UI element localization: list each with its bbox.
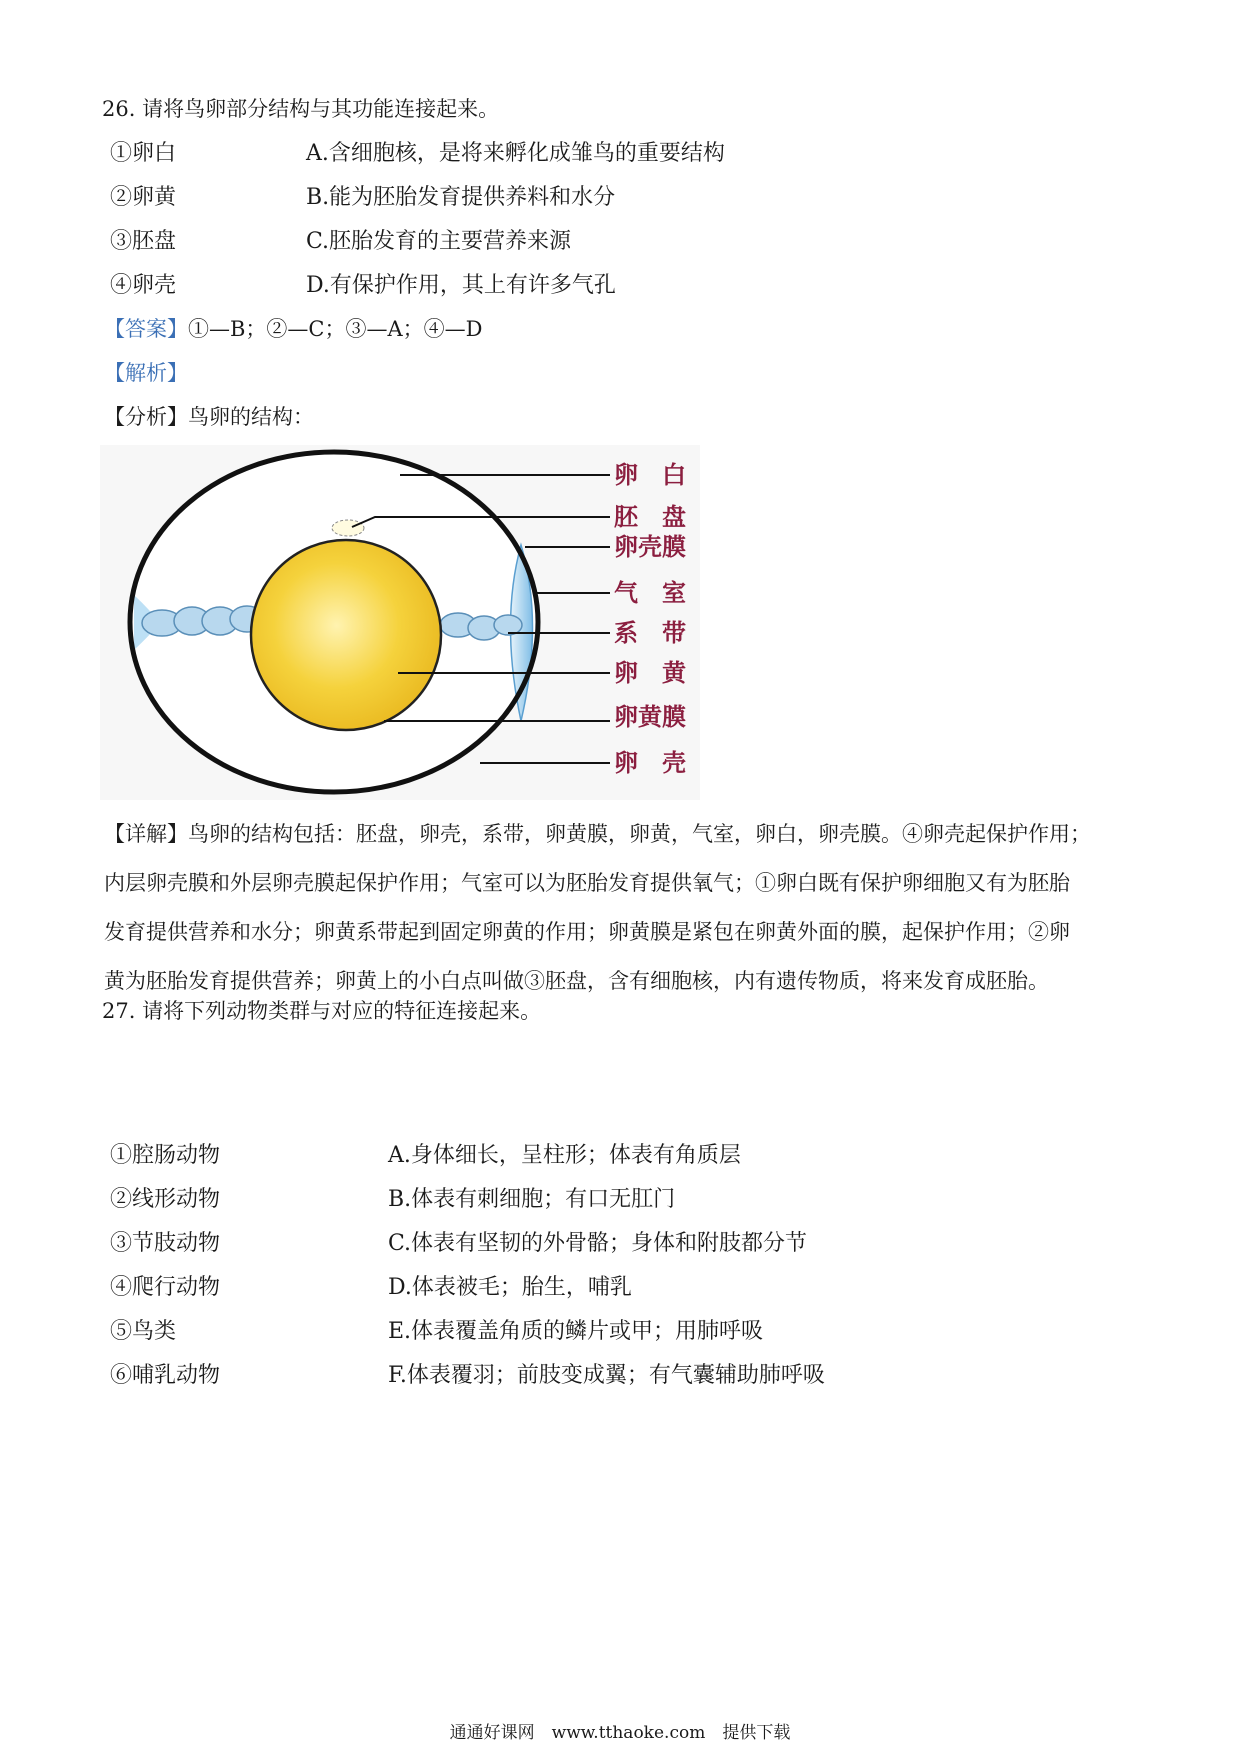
q27-stem: 27. 请将下列动物类群与对应的特征连接起来。 bbox=[102, 999, 542, 1023]
q27-left-item: ①腔肠动物 bbox=[110, 1143, 221, 1168]
q26-right-item: C.胚胎发育的主要营养来源 bbox=[306, 229, 572, 254]
q27-right-item: C.体表有坚韧的外骨骼；身体和附肢都分节 bbox=[388, 1231, 808, 1256]
answer-line bbox=[104, 313, 483, 343]
germinal-disc bbox=[332, 520, 364, 536]
answer-tag: 【答案】 bbox=[104, 317, 188, 341]
jiexi-tag: 【解析】 bbox=[104, 361, 188, 385]
page-footer: 通通好课网 www.tthaoke.com 提供下载 bbox=[449, 1723, 791, 1743]
egg-structure-diagram bbox=[100, 445, 700, 800]
q27-left-item: ②线形动物 bbox=[110, 1187, 221, 1212]
label-vitelline-membrane: 卵黄膜 bbox=[614, 702, 686, 731]
label-chalaza: 系 带 bbox=[614, 618, 686, 647]
detail-line: 内层卵壳膜和外层卵壳膜起保护作用；气室可以为胚胎发育提供氧气；①卵白既有保护卵细胞又有为胚胎 bbox=[104, 871, 1070, 895]
label-egg-white: 卵 白 bbox=[614, 460, 686, 489]
detail-line: 黄为胚胎发育提供营养；卵黄上的小白点叫做③胚盘，含有细胞核，内有遗传物质，将来发育成胚胎。 bbox=[104, 969, 1049, 993]
chalaza-left bbox=[142, 606, 264, 636]
q26-left-item: ④卵壳 bbox=[110, 273, 177, 298]
q27-right-item: E.体表覆盖角质的鳞片或甲；用肺呼吸 bbox=[388, 1319, 764, 1344]
q26-left-item: ③胚盘 bbox=[110, 229, 177, 254]
q27-right-item: B.体表有刺细胞；有口无肛门 bbox=[388, 1187, 676, 1212]
answer-text: ①—B；②—C；③—A；④—D bbox=[188, 317, 483, 341]
q27-right-item: A.身体细长，呈柱形；体表有角质层 bbox=[388, 1143, 741, 1168]
label-shell: 卵 壳 bbox=[614, 748, 686, 777]
q26-right-item: B.能为胚胎发育提供养料和水分 bbox=[306, 185, 616, 210]
q27-left-item: ④爬行动物 bbox=[110, 1275, 221, 1300]
q27-right-item: F.体表覆羽；前肢变成翼；有气囊辅助肺呼吸 bbox=[388, 1363, 825, 1388]
label-air-cell: 气 室 bbox=[614, 578, 686, 607]
detail-line: 【详解】鸟卵的结构包括：胚盘，卵壳，系带，卵黄膜，卵黄，气室，卵白，卵壳膜。④卵壳起保护作用； bbox=[104, 822, 1091, 846]
q26-right-item: A.含细胞核，是将来孵化成雏鸟的重要结构 bbox=[306, 141, 725, 166]
q27-left-item: ⑥哺乳动物 bbox=[110, 1363, 221, 1388]
detail-paragraph bbox=[104, 810, 1091, 1006]
label-shell-membrane: 卵壳膜 bbox=[614, 532, 686, 561]
q27-left-item: ⑤鸟类 bbox=[110, 1319, 177, 1344]
diagram-labels bbox=[614, 460, 687, 777]
q26-left-item: ②卵黄 bbox=[110, 185, 177, 210]
q27-right-item: D.体表被毛；胎生，哺乳 bbox=[388, 1275, 632, 1300]
label-germinal-disc: 胚 盘 bbox=[614, 502, 686, 531]
yolk bbox=[251, 540, 441, 730]
q26-left-item: ①卵白 bbox=[110, 141, 177, 166]
detail-line: 发育提供营养和水分；卵黄系带起到固定卵黄的作用；卵黄膜是紧包在卵黄外面的膜，起保护作用；②卵 bbox=[104, 920, 1070, 944]
q26-right-item: D.有保护作用，其上有许多气孔 bbox=[306, 273, 616, 298]
label-yolk: 卵 黄 bbox=[614, 658, 686, 687]
fenxi-text: 【分析】鸟卵的结构： bbox=[104, 405, 314, 429]
q27-left-item: ③节肢动物 bbox=[110, 1231, 221, 1256]
q26-stem: 26. 请将鸟卵部分结构与其功能连接起来。 bbox=[102, 97, 500, 121]
